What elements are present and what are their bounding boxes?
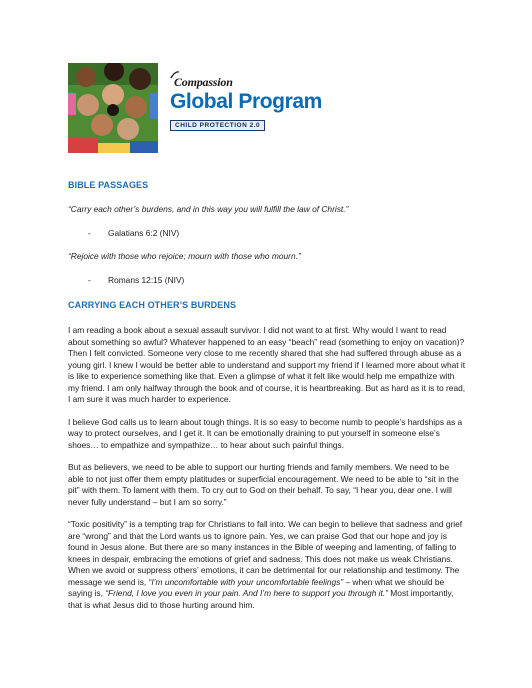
paragraph-3: But as believers, we need to be able to support our hurting friends and family members. We need to be able to not just offer them empty platitudes or superficial encouragement. We need to be able to “sit in the pit” with them. To lament with them. To cry out to God on their behalf. To say, “I hear you, dear one. I will never fully understand – but I am so sorry.” <box>68 462 459 507</box>
program-logo <box>170 75 370 132</box>
bible-quote-2: “Rejoice with those who rejoice; mourn with those who mourn.” <box>68 251 301 261</box>
section-heading: CARRYING EACH OTHER’S BURDENS <box>68 300 237 310</box>
bible-quote-1: “Carry each other’s burdens, and in this way you will fulfill the law of Christ.” <box>68 204 349 214</box>
paragraph-2: I believe God calls us to learn about tough things. It is so easy to become numb to people’s hardships as a way to protect ourselves, and I get it. It can be emotionally draining to put yourself in someone else’s shoes… to empathize and sympathize… to hear about such painful things. <box>68 416 463 450</box>
bible-reference-2 <box>68 275 466 287</box>
bible-reference-1-text: Galatians 6:2 (NIV) <box>108 227 180 238</box>
reference-dash: - <box>88 227 91 238</box>
paragraph-4 <box>68 519 466 611</box>
children-photo <box>68 63 158 153</box>
paragraph-4-part-2: – when what we should be saying is, <box>68 576 445 598</box>
program-badge: CHILD PROTECTION 2.0 <box>170 120 265 131</box>
paragraph-4-part-1: “Toxic positivity” is a tempting trap for Christians to fall into. We can begin to believe that sadness and grief are “wrong” and that the Lord wants us to ignore pain. Yes, we can praise God that our hope and joy is found in Jesus alone. But there are so many instances in the Bible of weeping and lamenting, of falling to knees in despair, embracing the emotions of grief and sadness. This does not make us weak Christians. When we avoid or suppress others’ emotions, it can be detrimental for our relationship and testimony. The message we send is, <box>68 519 463 587</box>
compassion-wordmark: Compassion <box>174 75 233 89</box>
children-photo-illustration <box>68 63 158 153</box>
paragraph-4-part-3: Most importantly, that is what Jesus did to those hurting around him. <box>68 588 454 610</box>
bible-reference-2-text: Romans 12:15 (NIV) <box>108 274 185 285</box>
paragraph-4-emphasis-1: “I’m uncomfortable with your uncomfortable feelings” <box>148 576 344 587</box>
paragraph-4-emphasis-2: “Friend, I love you even in your pain. And I’m here to support you through it.” <box>105 588 388 598</box>
header <box>68 63 368 153</box>
program-title: Global Program <box>170 90 322 113</box>
reference-dash: - <box>88 274 91 285</box>
paragraph-1: I am reading a book about a sexual assault survivor. I did not want to at first. Why would I want to read about something so awful? Whatever happened to an easy “beach” read (something to enjoy on vacation)? Then I felt convicted. Someone very close to me recently shared that she had suffered through abuse as a young girl. I knew I would be better able to understand and support my friend if I learned more about what it is like to experience something like that. Even a glimpse of what it felt like would help me empathize with my friend. I am only halfway through the book and of course, it is heartbreaking. But as hard as it is to read, I am sure it was much harder to experience. <box>68 325 466 404</box>
document-body <box>68 180 466 611</box>
bible-passages-heading: BIBLE PASSAGES <box>68 180 149 190</box>
compassion-cross-icon <box>170 71 180 79</box>
compassion-logo <box>170 75 370 89</box>
bible-reference-1 <box>68 228 466 240</box>
